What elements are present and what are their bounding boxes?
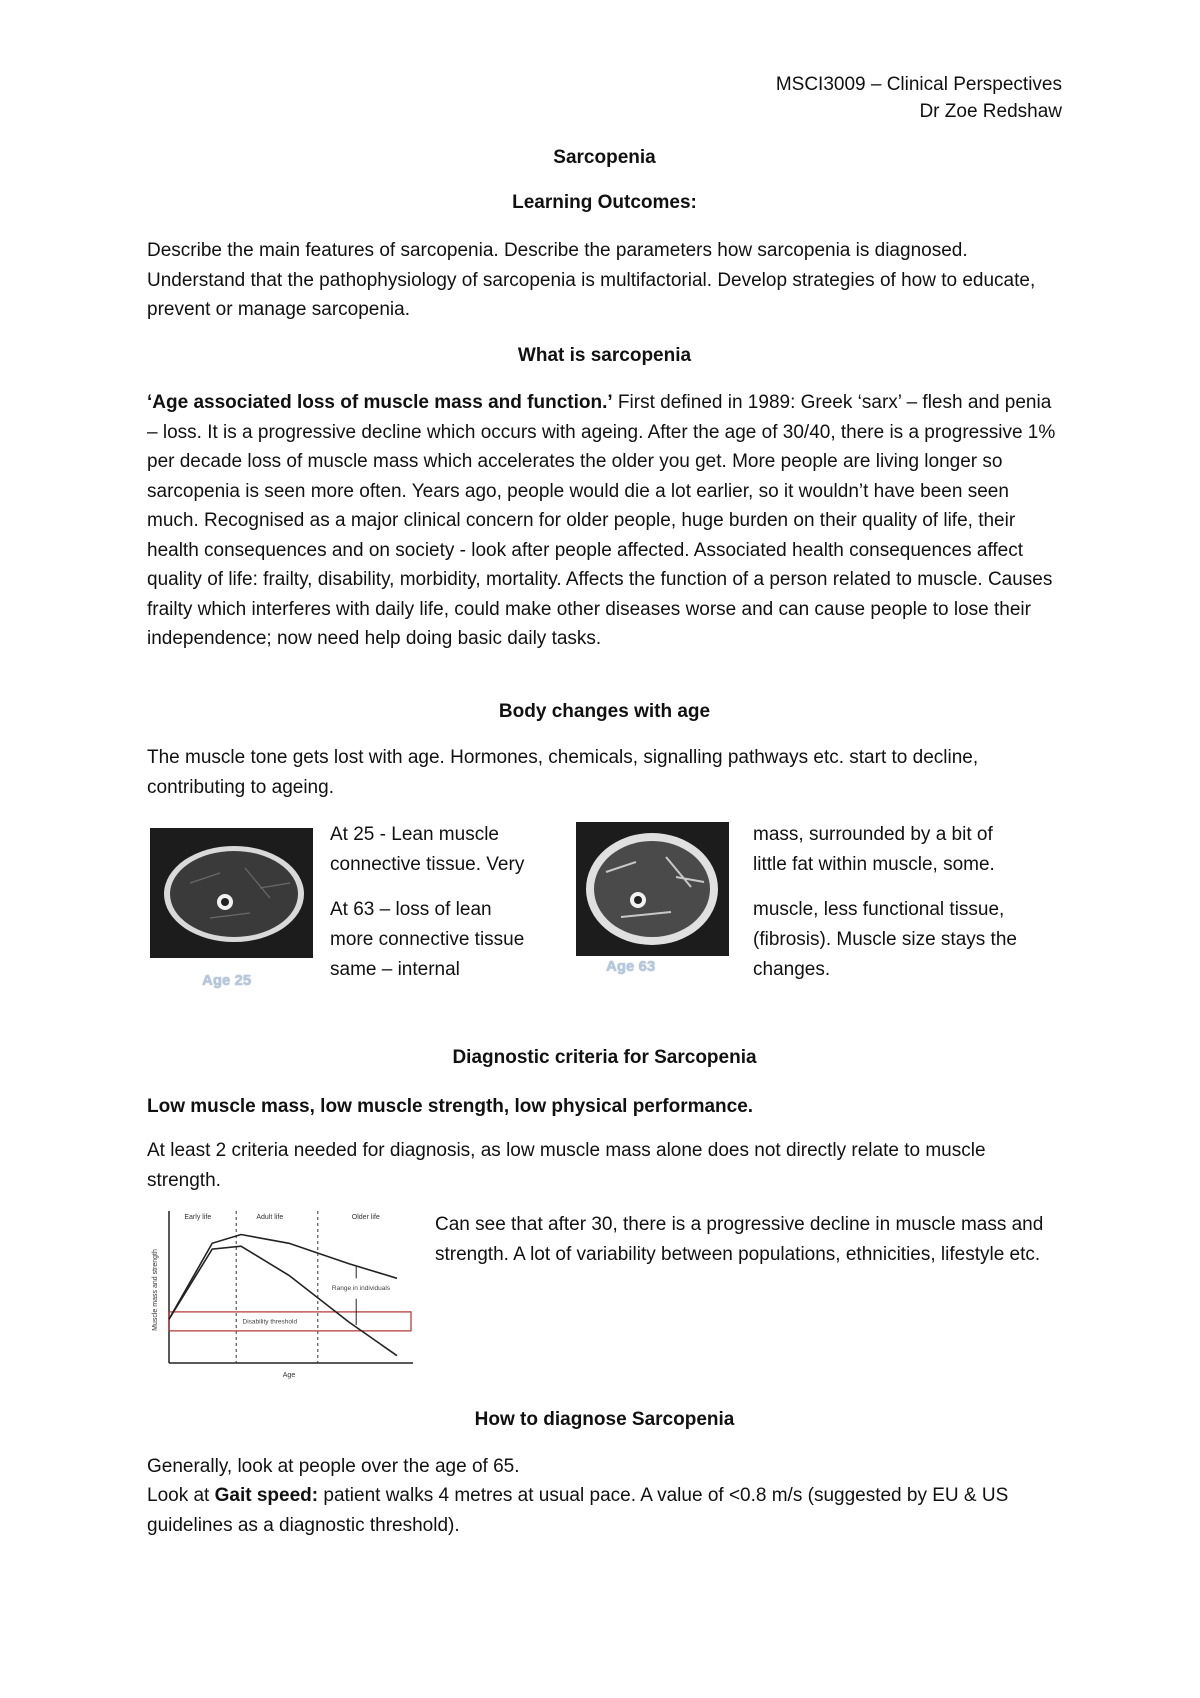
col2-line5: changes.	[753, 959, 831, 980]
mri-age-25-caption: Age 25	[202, 972, 252, 989]
range-label: Range in individuals	[331, 1285, 391, 1292]
mri-age-63-caption: Age 63	[606, 958, 656, 975]
how-to-heading: How to diagnose Sarcopenia	[474, 1409, 735, 1430]
col1-line3: At 63 – loss of lean	[330, 899, 492, 920]
series-line-1	[169, 1235, 397, 1320]
what-is-heading: What is sarcopenia	[517, 345, 692, 366]
muscle-trajectory-chart	[147, 1205, 417, 1383]
what-is-text: First defined in 1989: Greek ‘sarx’ – flesh and penia – loss. It is a progressive decline which occurs with ageing. After the age of 30/40, there is a progressive 1% per decade loss of muscle mass which accelerates the older you get. More people are living longer so sarcopenia is seen more often. Years ago, people would die a lot earlier, so it wouldn’t have been seen much. Recognised as a major clinical concern for older people, huge burden on their quality of life, their health consequences and on society - look after people affected. Associated health consequences affect quality of life: frailty, disability, morbidity, mortality. Affects the function of a person related to muscle. Causes frailty which interferes with daily life, could make other diseases worse and can cause people to lose their independence; now need help doing basic daily tasks.	[147, 392, 1056, 649]
y-axis-label: Muscle mass and strength	[152, 1249, 159, 1331]
col2-line3: muscle, less functional tissue,	[753, 899, 1005, 920]
col1-line5: same – internal	[330, 959, 460, 980]
col1-line2: connective tissue. Very	[330, 854, 525, 875]
document-title: Sarcopenia	[553, 147, 656, 168]
phase-label: Adult life	[256, 1214, 284, 1221]
text-column-2	[753, 820, 1073, 985]
phase-label: Early life	[184, 1214, 212, 1221]
gait-prefix: Look at	[147, 1485, 215, 1506]
lecturer-header: Dr Zoe Redshaw	[919, 101, 1062, 122]
diagnostic-heading: Diagnostic criteria for Sarcopenia	[452, 1047, 757, 1068]
col1-line4: more connective tissue	[330, 929, 525, 950]
col2-line2: little fat within muscle, some.	[753, 854, 995, 875]
disability-threshold-label: Disability threshold	[242, 1318, 298, 1326]
text-column-1	[330, 820, 550, 985]
col1-line1: At 25 - Lean muscle	[330, 824, 499, 845]
learning-outcomes-text: Describe the main features of sarcopenia. Describe the parameters how sarcopenia is diagnosed. Understand that the pathophysiology of sarcopenia is multifactorial. Develop strategies of how to educate, prevent or manage sarcopenia.	[147, 240, 1036, 320]
x-axis-label: Age	[282, 1372, 296, 1379]
chart-svg	[147, 1205, 417, 1383]
gait-label: Gait speed:	[214, 1485, 319, 1506]
gait-speed-paragraph	[147, 1481, 1062, 1540]
what-is-paragraph	[147, 388, 1062, 654]
course-header: MSCI3009 – Clinical Perspectives	[775, 74, 1062, 95]
body-changes-text: The muscle tone gets lost with age. Hormones, chemicals, signalling pathways etc. start to decline, contributing to ageing.	[147, 747, 979, 798]
mri-age-63-image	[576, 822, 729, 956]
definition-text: ‘Age associated loss of muscle mass and function.’	[147, 392, 613, 413]
gait-text: patient walks 4 metres at usual pace. A value of <0.8 m/s (suggested by EU & US guidelines as a diagnostic threshold).	[147, 1485, 1009, 1536]
body-changes-heading: Body changes with age	[498, 701, 711, 722]
how-to-line1: Generally, look at people over the age of 65.	[147, 1456, 520, 1477]
diagnostic-text: At least 2 criteria needed for diagnosis, as low muscle mass alone does not directly relate to muscle strength.	[147, 1140, 986, 1191]
series-line-2	[169, 1246, 397, 1356]
phase-label: Older life	[351, 1214, 380, 1221]
figure-description: Can see that after 30, there is a progressive decline in muscle mass and strength. A lot of variability between populations, ethnicities, lifestyle etc.	[435, 1214, 1044, 1265]
col2-line1: mass, surrounded by a bit of	[753, 824, 993, 845]
diagnostic-criteria: Low muscle mass, low muscle strength, low physical performance.	[147, 1096, 754, 1117]
learning-outcomes-heading: Learning Outcomes:	[512, 192, 697, 213]
mri-age-25-image	[150, 828, 313, 958]
col2-line4: (fibrosis). Muscle size stays the	[753, 929, 1017, 950]
